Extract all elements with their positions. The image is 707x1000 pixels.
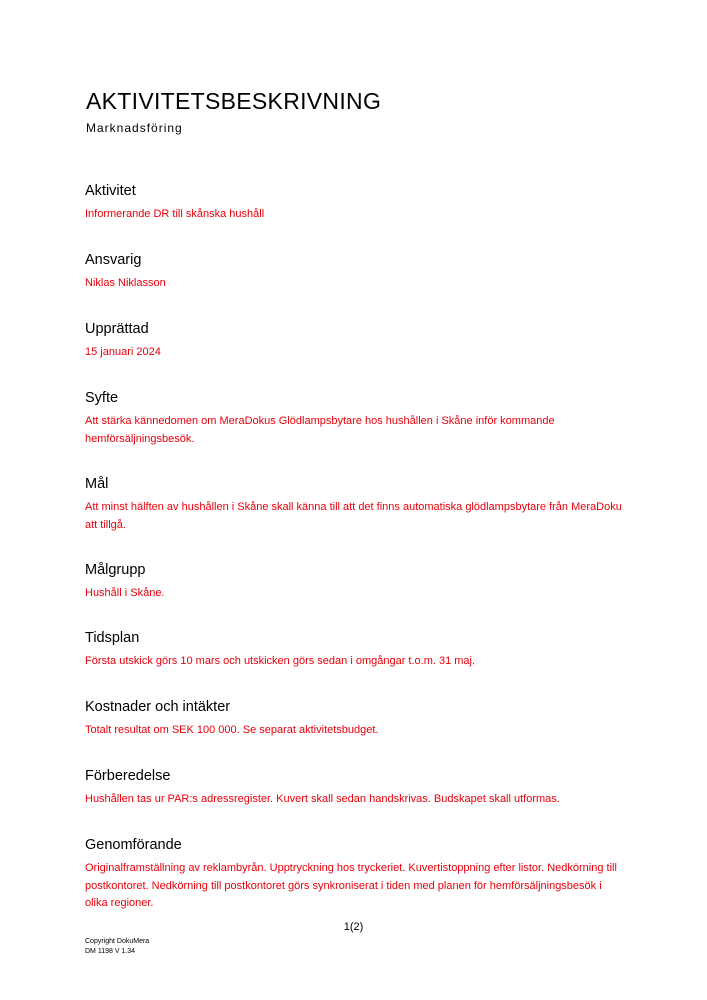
footer-doc-id: DM 1198 V 1.34 [85, 948, 136, 955]
section-text: Totalt resultat om SEK 100 000. Se separat aktivitetsbudget. [85, 724, 379, 736]
section-heading: Förberedelse [85, 768, 171, 784]
section-text: Originalframställning av reklambyrån. Upptryckning hos tryckeriet. Kuvertistoppning efter listor. Nedkörning till postkontoret. Nedkörning till postkontoret görs synkroniserat i tiden med planen för hemförsäljningsbesök i olika regioner. [85, 862, 617, 909]
section-heading: Tidsplan [85, 630, 140, 646]
section-heading: Upprättad [85, 321, 149, 337]
page-number: 1(2) [343, 921, 364, 933]
footer [85, 937, 149, 957]
section-text: Hushåll i Skåne. [85, 587, 165, 599]
section-upprattad [85, 320, 625, 362]
document-subtitle: Marknadsföring [86, 121, 183, 135]
section-malgrupp [85, 561, 625, 603]
section-forberedelse [85, 767, 625, 809]
section-heading: Mål [85, 476, 109, 492]
section-heading: Ansvarig [85, 252, 142, 268]
section-heading: Syfte [85, 390, 119, 406]
document-title: AKTIVITETSBESKRIVNING [86, 88, 382, 114]
section-text: Att stärka kännedomen om MeraDokus Glödlampsbytare hos hushållen i Skåne inför kommande hemförsäljningsbesök. [85, 415, 555, 445]
section-tidsplan [85, 629, 625, 671]
section-ansvarig [85, 251, 625, 293]
section-mal [85, 475, 625, 534]
section-text: Niklas Niklasson [85, 277, 166, 289]
section-text: Hushållen tas ur PAR:s adressregister. Kuvert skall sedan handskrivas. Budskapet skall utformas. [85, 793, 560, 805]
section-text: Första utskick görs 10 mars och utskicken görs sedan i omgångar t.o.m. 31 maj. [85, 655, 476, 667]
section-text: 15 januari 2024 [85, 346, 161, 358]
section-heading: Kostnader och intäkter [85, 699, 231, 715]
section-heading: Målgrupp [85, 562, 146, 578]
section-aktivitet [85, 182, 625, 224]
section-syfte [85, 389, 625, 448]
section-heading: Aktivitet [85, 183, 136, 199]
footer-copyright: Copyright DokuMera [85, 938, 150, 945]
section-text: Att minst hälften av hushållen i Skåne skall känna till att det finns automatiska glödlampsbytare från MeraDoku att tillgå. [85, 501, 622, 531]
section-kostnader [85, 698, 625, 740]
section-genomforande [85, 836, 625, 913]
section-text: Informerande DR till skånska hushåll [85, 208, 265, 220]
section-heading: Genomförande [85, 837, 182, 853]
